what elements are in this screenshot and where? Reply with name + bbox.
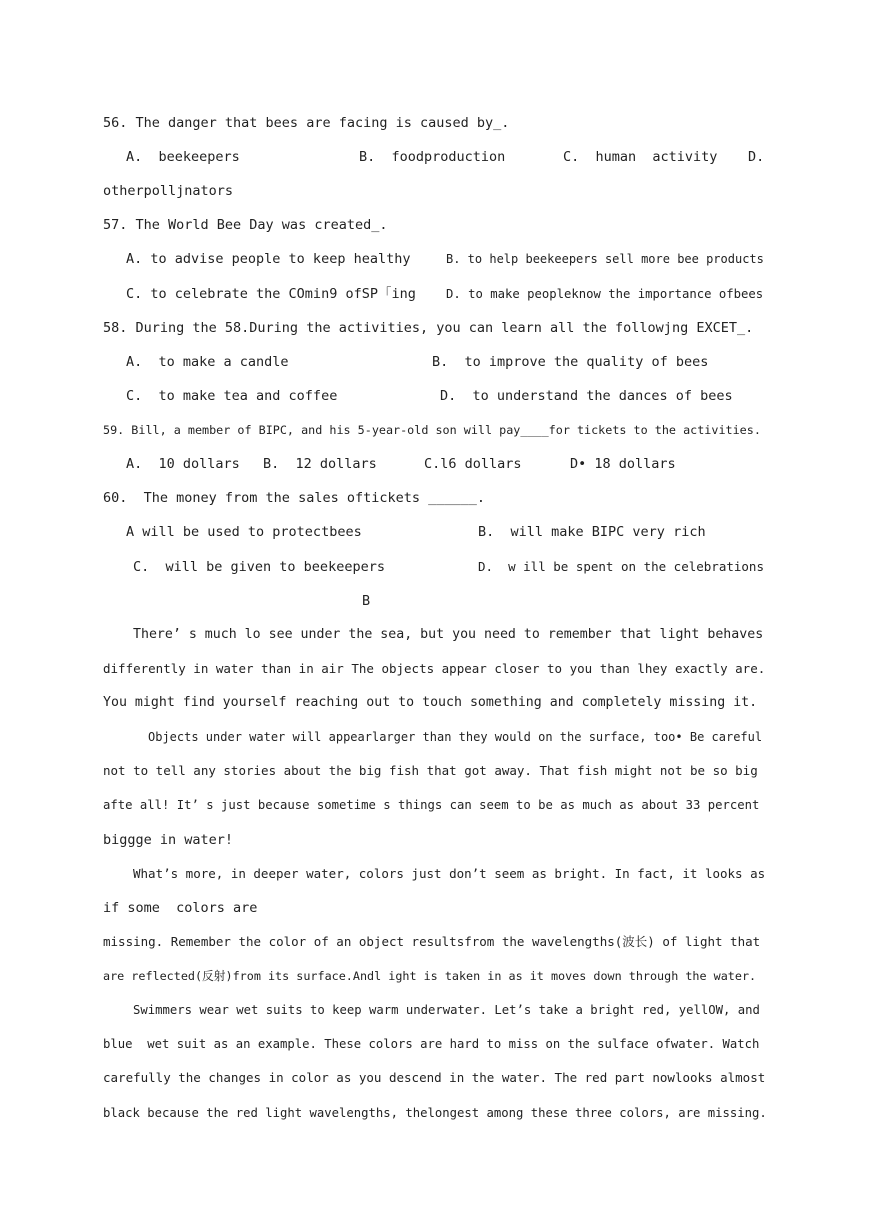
passage-p3-line4: are reflected(反射)from its surface.Andl ight is taken in as it moves down through the water. <box>103 969 757 983</box>
passage-p2-line2: not to tell any stories about the big fish that got away. That fish might not be so big <box>103 763 758 778</box>
passage-p4-line2: blue wet suit as an example. These colors are hard to miss on the sulface ofwater. Watch <box>103 1037 760 1051</box>
question-56-option-d: D. <box>748 149 765 165</box>
question-57-stem: 57. The World Bee Day was created_. <box>103 217 388 233</box>
question-60-option-b: B. will make BIPC very rich <box>478 524 706 540</box>
question-56-option-c: C. human activity <box>563 149 718 165</box>
question-58-option-b: B. to improve the quality of bees <box>432 354 709 370</box>
question-58-stem: 58. During the 58.During the activities, you can learn all the followjng EXCET_. <box>103 320 754 336</box>
passage-p4-line3: carefully the changes in color as you descend in the water. The red part nowlooks almost <box>103 1070 766 1085</box>
question-58-option-d: D. to understand the dances of bees <box>440 388 733 404</box>
question-56-option-a: A. beekeepers <box>126 149 240 165</box>
question-59-option-a: A. 10 dollars <box>126 456 240 472</box>
passage-p4-line1: Swimmers wear wet suits to keep warm underwater. Let’s take a bright red, yellOW, and <box>133 1003 760 1017</box>
passage-p1-line3: You might find yourself reaching out to touch something and completely missing it. <box>103 695 758 710</box>
question-57-option-b: B. to help beekeepers sell more bee products <box>446 252 764 266</box>
question-59-stem: 59. Bill, a member of BIPC, and his 5-year-old son will pay____for tickets to the activities. <box>103 423 761 437</box>
question-59-option-c: C.l6 dollars <box>424 456 522 472</box>
passage-p4-line4: black because the red light wavelengths, thelongest among these three colors, are missing. <box>103 1106 767 1120</box>
question-57-option-c: C. to celebrate the COmin9 ofSP「ing <box>126 286 416 302</box>
passage-p1-line2: differently in water than in air The objects appear closer to you than lhey exactly are. <box>103 661 766 676</box>
question-59-option-b: B. 12 dollars <box>263 456 377 472</box>
passage-p3-line1: What’s more, in deeper water, colors just don’t seem as bright. In fact, it looks as <box>133 866 766 881</box>
question-58-option-a: A. to make a candle <box>126 354 289 370</box>
question-58-option-c: C. to make tea and coffee <box>126 388 338 404</box>
question-60-option-a: A will be used to protectbees <box>126 524 362 540</box>
passage-p3-line3: missing. Remember the color of an object resultsfrom the wavelengths(波长) of light that <box>103 934 761 949</box>
question-60-stem: 60. The money from the sales oftickets ______. <box>103 490 486 506</box>
question-59-option-d: D• 18 dollars <box>570 456 676 472</box>
passage-p2-line4: biggge in water! <box>103 832 234 848</box>
passage-p2-line1: Objects under water will appearlarger than they would on the surface, too• Be careful <box>148 730 763 744</box>
question-56-option-d-text: otherpolljnators <box>103 183 234 199</box>
question-57-option-d: D. to make peopleknow the importance ofbees <box>446 287 764 301</box>
question-56-stem: 56. The danger that bees are facing is caused by_. <box>103 115 510 131</box>
question-60-option-c: C. will be given to beekeepers <box>133 559 385 575</box>
question-60-option-d: D. w ill be spent on the celebrations <box>478 559 764 574</box>
section-b-heading: B <box>362 593 371 609</box>
question-56-option-b: B. foodproduction <box>359 149 506 165</box>
question-57-option-a: A. to advise people to keep healthy <box>126 251 411 267</box>
passage-p1-line1: There’ s much lo see under the sea, but you need to remember that light behaves <box>133 627 764 642</box>
passage-p2-line3: afte all! It’ s just because sometime s things can seem to be as much as about 33 percent <box>103 798 760 812</box>
passage-p3-line2: if some colors are <box>103 900 258 916</box>
